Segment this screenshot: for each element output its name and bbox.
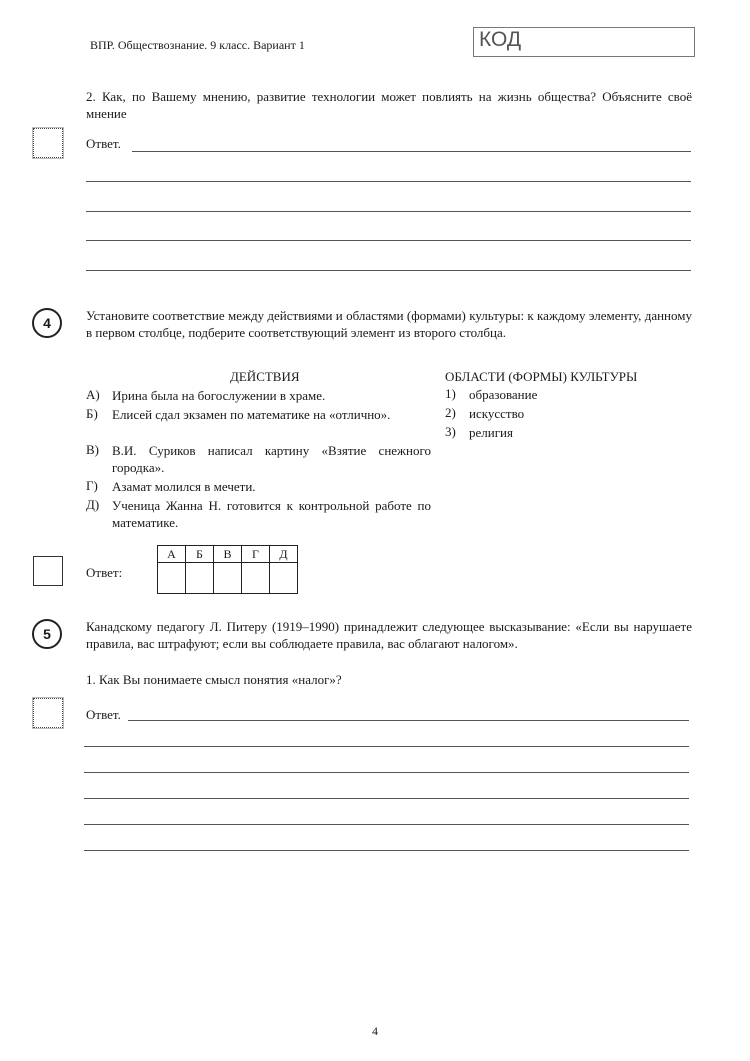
- header-title: ВПР. Обществознание. 9 класс. Вариант 1: [90, 38, 305, 52]
- grid-answer-cell[interactable]: [186, 563, 214, 594]
- task4-answer-grid: [157, 545, 298, 594]
- task5-intro: Канадскому педагогу Л. Питеру (1919–1990) принадлежит следующее высказывание: «Если вы нарушаете правила, вас штрафуют; если вы соблюдаете правила, вас облагают налогом».: [86, 619, 692, 651]
- task4-number-circle: [32, 308, 62, 338]
- action-letter: Г): [86, 478, 98, 493]
- task2-answer-label: Ответ.: [86, 136, 121, 151]
- action-text: Ирина была на богослужении в храме.: [112, 388, 326, 403]
- task5-answer-line[interactable]: [84, 746, 689, 747]
- area-text: религия: [469, 425, 513, 440]
- grid-answer-cell[interactable]: [242, 563, 270, 594]
- task4-left-header: ДЕЙСТВИЯ: [230, 369, 300, 384]
- task4-answer-label: Ответ:: [86, 565, 123, 580]
- task2-answer-line[interactable]: [86, 181, 691, 182]
- task2-number: 2.: [86, 89, 96, 104]
- task4-number: 4: [43, 315, 51, 331]
- grid-header-cell: Б: [186, 546, 214, 563]
- page-number: 4: [372, 1024, 378, 1038]
- task4-right-header: ОБЛАСТИ (ФОРМЫ) КУЛЬТУРЫ: [445, 369, 638, 384]
- code-box[interactable]: [473, 27, 695, 57]
- task5-answer-line[interactable]: [84, 798, 689, 799]
- action-letter: А): [86, 387, 100, 402]
- grid-header-cell: В: [214, 546, 242, 563]
- grid-header-cell: А: [158, 546, 186, 563]
- task2-score-box[interactable]: [33, 128, 63, 158]
- task5-answer-line[interactable]: [84, 850, 689, 851]
- area-text: искусство: [469, 406, 525, 421]
- action-text: Ученица Жанна Н. готовится к контрольной работе по математике.: [112, 498, 431, 530]
- grid-header-cell: Г: [242, 546, 270, 563]
- task5-answer-line[interactable]: [84, 772, 689, 773]
- task2-answer-line[interactable]: [86, 211, 691, 212]
- task5-answer-line[interactable]: [84, 824, 689, 825]
- action-letter: В): [86, 442, 99, 457]
- task5-score-box[interactable]: [33, 698, 63, 728]
- task2-question: [86, 88, 692, 122]
- task5-number-circle: [32, 619, 62, 649]
- code-label: КОД: [479, 28, 522, 51]
- grid-answer-cell[interactable]: [270, 563, 298, 594]
- task5-answer-label: Ответ.: [86, 707, 121, 722]
- area-text: образование: [469, 387, 538, 402]
- task2-answer-line[interactable]: [86, 270, 691, 271]
- task5-number: 5: [43, 626, 51, 642]
- task5-question: 1. Как Вы понимаете смысл понятия «налог»?: [86, 672, 342, 687]
- action-letter: Д): [86, 497, 100, 512]
- task2-answer-line[interactable]: [86, 240, 691, 241]
- action-letter: Б): [86, 406, 98, 421]
- grid-answer-cell[interactable]: [158, 563, 186, 594]
- action-text: Азамат молился в мечети.: [112, 479, 256, 494]
- action-text: В.И. Суриков написал картину «Взятие снежного городка».: [112, 443, 431, 475]
- area-number: 3): [445, 424, 456, 439]
- grid-answer-cell[interactable]: [214, 563, 242, 594]
- task4-score-box[interactable]: [33, 556, 63, 586]
- task4-instruction: Установите соответствие между действиями и областями (формами) культуры: к каждому элементу, данному в первом столбце, подберите соответствующий элемент из второго столбца.: [86, 308, 692, 340]
- area-number: 2): [445, 405, 456, 420]
- task5-answer-line[interactable]: [128, 720, 689, 721]
- action-text: Елисей сдал экзамен по математике на «отлично».: [112, 407, 391, 422]
- task2-answer-line[interactable]: [132, 151, 691, 152]
- task2-question-text: Как, по Вашему мнению, развитие технологии может повлиять на жизнь общества? Объясните своё мнение: [86, 89, 692, 121]
- grid-header-cell: Д: [270, 546, 298, 563]
- area-number: 1): [445, 386, 456, 401]
